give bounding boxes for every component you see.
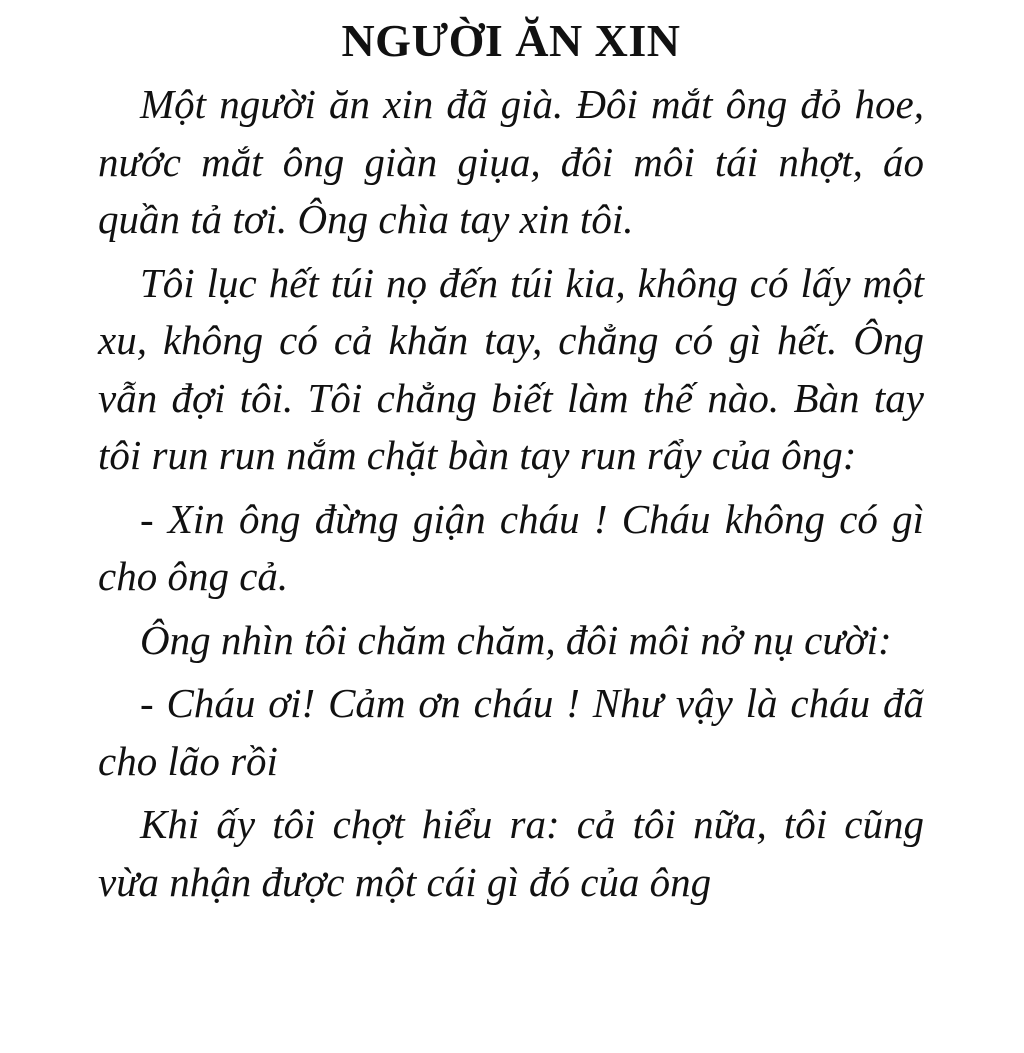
paragraph-1: Một người ăn xin đã già. Đôi mắt ông đỏ hoe, nước mắt ông giàn giụa, đôi môi tái nhợt, áo quần tả tơi. Ông chìa tay xin tôi. xyxy=(98,81,924,242)
document-title: NGƯỜI ĂN XIN xyxy=(341,15,681,66)
document-page xyxy=(98,0,924,911)
paragraph-3: - Xin ông đừng giận cháu ! Cháu không có gì cho ông cả. xyxy=(98,495,924,599)
paragraph-6: Khi ấy tôi chợt hiểu ra: cả tôi nữa, tôi cũng vừa nhận được một cái gì đó của ông xyxy=(98,801,924,905)
paragraph-4: Ông nhìn tôi chăm chăm, đôi môi nở nụ cười: xyxy=(140,616,892,663)
paragraph-2: Tôi lục hết túi nọ đến túi kia, không có lấy một xu, không có cả khăn tay, chẳng có gì hết. Ông vẫn đợi tôi. Tôi chẳng biết làm thế nào. Bàn tay tôi run run nắm chặt bàn tay run rẩy của ông: xyxy=(98,259,924,478)
paragraph-5: - Cháu ơi! Cảm ơn cháu ! Như vậy là cháu đã cho lão rồi xyxy=(98,680,924,784)
